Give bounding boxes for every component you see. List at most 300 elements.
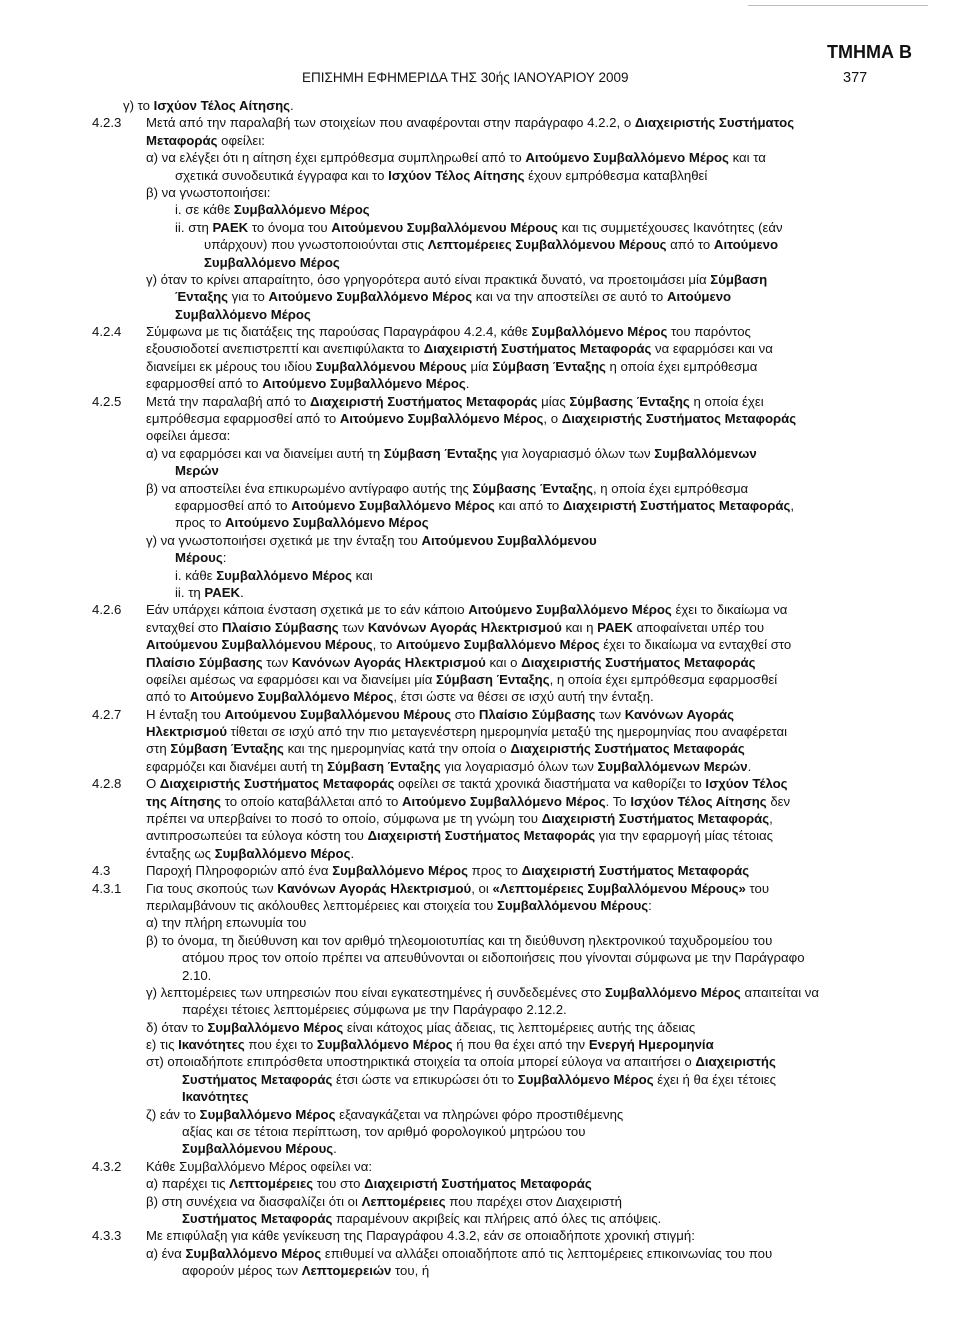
text-line [0, 654, 960, 671]
document-body [0, 97, 960, 1280]
page-number: 377 [843, 70, 868, 86]
defined-term: Κανόνων Αγοράς Ηλεκτρισμού [367, 619, 562, 635]
line-text [175, 167, 707, 184]
text-run: πρέπει να υπερβαίνει το ποσό το οποίο, σύμφωνα με τη γνώμη του [146, 811, 542, 827]
text-run: εξαναγκάζεται να πληρώνει φόρο προστιθέμενης [335, 1106, 624, 1122]
defined-term: Διαχειριστή Συστήματος Μεταφοράς [364, 1176, 592, 1192]
defined-term: Σύμβαση [710, 271, 768, 287]
defined-term: Διαχειριστής Συστήματος Μεταφοράς [159, 776, 395, 792]
text-run: και ο [485, 654, 522, 670]
text-run: α) ένα [146, 1245, 186, 1261]
text-run: εφαρμόζει και διανέμει αυτή τη [146, 758, 328, 774]
text-run: παρέχει τέτοιες λεπτομέρειες σύμφωνα με την Παράγραφο 2.12.2. [182, 1002, 567, 1018]
defined-term: Συστήματος Μεταφοράς [182, 1071, 333, 1087]
section-label: ΤΜΗΜΑ Β [827, 42, 912, 62]
line-text [146, 114, 794, 131]
text-run: Κάθε Συμβαλλόμενο Μέρος οφείλει να: [146, 1158, 373, 1174]
defined-term: Διαχειριστή Συστήματος Μεταφοράς [541, 811, 770, 827]
line-text [146, 358, 757, 375]
text-run: ενταχθεί στο [146, 619, 223, 635]
text-run: i. κάθε [175, 567, 217, 583]
text-line [0, 480, 960, 497]
text-run: ζ) εάν το [146, 1106, 200, 1122]
line-text [146, 1036, 714, 1053]
text-run: και η [561, 619, 598, 635]
text-line [0, 567, 960, 584]
defined-term: Αιτούμενου Συμβαλλόμενου Μέρους [331, 219, 558, 235]
text-line [0, 775, 960, 792]
text-line [0, 932, 960, 949]
text-line [0, 584, 960, 601]
text-line [0, 827, 960, 844]
line-text [182, 1088, 249, 1105]
line-text [175, 514, 429, 531]
defined-term: Αιτούμενο Συμβαλλόμενο Μέρος [402, 793, 606, 809]
defined-term: Κανόνων Αγοράς Ηλεκτρισμού [277, 880, 472, 896]
text-run: οφείλει άμεσα: [146, 428, 231, 444]
defined-term: Πλαίσιο Σύμβασης [478, 706, 596, 722]
defined-term: Σύμβαση Ένταξης [327, 758, 441, 774]
line-text [146, 932, 772, 949]
text-run: , [769, 811, 773, 827]
defined-term: ΡΑΕΚ [212, 219, 249, 235]
text-run: ή που θα έχει από την [452, 1037, 589, 1053]
text-run: γ) να γνωστοποιήσει σχετικά με την ένταξη του [146, 532, 422, 548]
line-text [175, 288, 731, 305]
line-text [146, 1019, 695, 1036]
text-run: εξουσιοδοτεί ανεπιστρεπτί και ανεπιφύλακτα το [146, 341, 424, 357]
text-line [0, 114, 960, 131]
text-run: και [351, 567, 373, 583]
text-run: Η ένταξη του [146, 706, 225, 722]
line-text [146, 323, 751, 340]
line-text [146, 671, 777, 688]
text-run: οφείλει σε τακτά χρονικά διαστήματα να καθορίζει το [394, 776, 706, 792]
text-run: , ο [543, 411, 562, 427]
defined-term: Αιτούμενου Συμβαλλόμενου [421, 532, 597, 548]
line-text [146, 410, 796, 427]
defined-term: Ισχύον Τέλος Αίτησης [153, 98, 291, 113]
text-run: 2.10. [182, 967, 212, 983]
text-run: και να την αποστείλει σε αυτό το [472, 289, 667, 305]
line-text [146, 654, 755, 671]
line-text [175, 549, 226, 566]
text-run: Ο [146, 776, 160, 792]
text-run: Σύμφωνα με τις διατάξεις της παρούσας Παραγράφου 4.2.4, κάθε [146, 324, 532, 340]
text-run: οφείλει αμέσως να εφαρμόσει και να διανείμει μία [146, 671, 437, 687]
text-line [0, 132, 960, 149]
defined-term: Σύμβαση Ένταξης [436, 671, 550, 687]
text-line [0, 375, 960, 392]
text-line [0, 967, 960, 984]
defined-term: Συμβαλλόμενο Μέρος [199, 1106, 336, 1122]
text-line [0, 810, 960, 827]
line-text [182, 1071, 776, 1088]
line-text [146, 149, 766, 166]
clause-number: 4.2.4 [92, 324, 122, 340]
line-text [146, 984, 819, 1001]
defined-term: Μέρους [175, 550, 223, 566]
text-run: το οποίο καταβάλλεται από το [221, 793, 403, 809]
defined-term: Συμβαλλόμενου Μέρους [315, 358, 467, 374]
text-line [0, 1053, 960, 1070]
text-run: που έχει το [244, 1037, 317, 1053]
line-text [146, 810, 773, 827]
text-run: οφείλει: [217, 132, 265, 148]
text-run: αφορούν μέρος των [182, 1263, 302, 1279]
defined-term: Κανόνων Αγοράς Ηλεκτρισμού [291, 654, 486, 670]
text-run: από το [666, 237, 714, 253]
text-run: α) την πλήρη επωνυμία του [146, 915, 307, 931]
text-line [0, 706, 960, 723]
text-line [0, 1193, 960, 1210]
scan-edge-line [748, 5, 928, 6]
clause-number: 4.2.6 [92, 602, 122, 618]
defined-term: Συμβαλλόμενο Μέρος [214, 845, 351, 861]
line-text [146, 636, 791, 653]
text-line [0, 340, 960, 357]
defined-term: Πλαίσιο Σύμβασης [222, 619, 339, 635]
defined-term: Διαχειριστή Συστήματος Μεταφοράς [309, 393, 538, 409]
text-line [0, 514, 960, 531]
text-line [0, 97, 960, 114]
text-run: είναι κάτοχος μίας άδειας, τις λεπτομέρειες αυτής της άδειας [343, 1019, 696, 1035]
gazette-header-title: ΕΠΙΣΗΜΗ ΕΦΗΜΕΡΙΔΑ ΤΗΣ 30ής ΙΑΝΟΥΑΡΙΟΥ 2009 [302, 70, 629, 85]
line-text [175, 201, 370, 218]
text-run: . [465, 376, 470, 392]
defined-term: Συμβαλλόμενο Μέρος [207, 1019, 344, 1035]
defined-term: Αιτούμενου Συμβαλλόμενου Μέρους [224, 706, 452, 722]
defined-term: Αιτούμενο Συμβαλλόμενο Μέρος [224, 515, 429, 531]
text-line [0, 1245, 960, 1262]
defined-term: Συμβαλλόμενο Μέρος [605, 984, 741, 1000]
text-run: ατόμου προς τον οποίο πρέπει να απευθύνονται οι ειδοποιήσεις που γίνονται σύμφωνα με την Παράγραφο [182, 950, 805, 966]
line-text [146, 184, 270, 201]
text-run: και τα [728, 150, 766, 166]
line-text [146, 271, 767, 288]
line-text [204, 254, 340, 271]
text-run: . Το [605, 793, 631, 809]
line-text [182, 1262, 429, 1279]
text-line [0, 723, 960, 740]
text-run: του [745, 880, 770, 896]
text-run: δ) όταν το [146, 1019, 208, 1035]
line-text [146, 1053, 776, 1070]
text-run: . [350, 845, 355, 861]
defined-term: Συμβαλλόμενων [654, 445, 757, 461]
text-run: , η οποία έχει εμπρόθεσμα [592, 480, 749, 496]
text-run: Με επιφύλαξη για κάθε γενίκευση της Παραγράφου 4.3.2, εάν σε οποιαδήποτε χρονική στιγμή: [146, 1228, 695, 1244]
text-run: των [338, 619, 368, 635]
text-run: του, ή [391, 1263, 430, 1279]
text-run: : [222, 550, 227, 566]
line-text [146, 1175, 592, 1192]
defined-term: Συστήματος Μεταφοράς [182, 1211, 333, 1226]
text-run: των [262, 654, 292, 670]
clause-number: 4.3.1 [92, 880, 122, 896]
text-run: i. σε κάθε [175, 202, 234, 218]
text-run: διανείμει εκ μέρους του ιδίου [146, 358, 316, 374]
line-text [146, 1158, 372, 1175]
line-text [146, 914, 306, 931]
line-text [146, 827, 773, 844]
defined-term: Συμβαλλόμενο Μέρος [175, 306, 311, 322]
text-line [0, 949, 960, 966]
text-run: . [333, 1141, 337, 1157]
defined-term: Μερών [175, 463, 219, 479]
text-line [0, 862, 960, 879]
text-run: έχει ή θα έχει τέτοιες [653, 1071, 776, 1087]
defined-term: Συμβαλλόμενο Μέρος [316, 1037, 453, 1053]
text-run: για το [228, 289, 269, 305]
clause-number: 4.3.2 [92, 1158, 122, 1174]
text-line [0, 1262, 960, 1279]
line-text [175, 462, 219, 479]
defined-term: Αιτούμενο Συμβαλλόμενο Μέρος [262, 376, 466, 392]
text-run: . [240, 584, 244, 600]
text-run: εμπρόθεσμα εφαρμοσθεί από το [146, 411, 340, 427]
line-text [182, 1140, 337, 1157]
defined-term: ΡΑΕΚ [597, 619, 633, 635]
text-line [0, 1036, 960, 1053]
line-text [146, 340, 773, 357]
defined-term: Διαχειριστή Συστήματος Μεταφοράς [521, 863, 750, 879]
text-line [0, 1158, 960, 1175]
text-run: , οι [471, 880, 493, 896]
line-text [182, 967, 211, 984]
line-text [175, 219, 783, 236]
text-line [0, 393, 960, 410]
text-run: ii. στη [175, 219, 213, 235]
defined-term: Ισχύον Τέλος [705, 776, 788, 792]
text-run: για την εφαρμογή μίας τέτοιας [595, 828, 773, 844]
defined-term: Συμβαλλόμενο Μέρος [216, 567, 352, 583]
text-run: Για τους σκοπούς των [146, 880, 278, 896]
text-line [0, 1071, 960, 1088]
text-run: του παρόντος [667, 324, 751, 340]
defined-term: Λεπτομερειών [301, 1263, 392, 1279]
line-text [146, 1193, 622, 1210]
text-line [0, 410, 960, 427]
text-run: α) να ελέγξει ότι η αίτηση έχει εμπρόθεσμα συμπληρωθεί από το [146, 150, 526, 166]
text-run: ε) τις [146, 1037, 179, 1053]
text-line [0, 1106, 960, 1123]
text-run: εφαρμοσθεί από το [146, 376, 263, 392]
text-line [0, 236, 960, 253]
text-run: στο [451, 706, 479, 722]
text-run: των [595, 706, 625, 722]
text-line [0, 1123, 960, 1140]
defined-term: Συμβαλλόμενο Μέρος [204, 254, 340, 270]
text-run: β) το όνομα, τη διεύθυνση και τον αριθμό τηλεομοιοτυπίας και τη διεύθυνση ηλεκτρονικού ταχυδρομείου του [146, 932, 773, 948]
text-line [0, 427, 960, 444]
text-line [0, 671, 960, 688]
line-text [146, 445, 757, 462]
text-run: . [747, 758, 752, 774]
text-line [0, 1088, 960, 1105]
text-line [0, 914, 960, 931]
clause-number: 4.2.7 [92, 706, 122, 722]
line-text [146, 775, 788, 792]
text-run: περιλαμβάνουν τις ακόλουθες λεπτομέρειες και στοιχεία του [146, 897, 498, 913]
text-line [0, 358, 960, 375]
defined-term: ΡΑΕΚ [204, 584, 241, 600]
line-text [146, 845, 354, 862]
defined-term: Αιτούμενο Συμβαλλόμενο Μέρος [189, 689, 394, 705]
line-text [146, 880, 769, 897]
line-text [182, 1001, 567, 1018]
text-line [0, 1227, 960, 1244]
defined-term: «Λεπτομέρειες Συμβαλλόμενου Μέρους» [492, 880, 746, 896]
text-line [0, 462, 960, 479]
line-text [175, 497, 794, 514]
text-line [0, 219, 960, 236]
text-line [0, 688, 960, 705]
line-text [146, 1227, 695, 1244]
defined-term: Ικανότητες [178, 1037, 245, 1053]
text-run: μίας [537, 393, 570, 409]
defined-term: Λεπτομέρειες [229, 1176, 314, 1192]
text-run: παραμένουν ακριβείς και πλήρεις από όλες τις απόψεις. [332, 1211, 662, 1226]
text-run: για λογαριασμό όλων των [440, 758, 598, 774]
line-text [146, 897, 652, 914]
defined-term: Διαχειριστής Συστήματος Μεταφοράς [510, 741, 745, 757]
clause-number: 4.2.5 [92, 393, 122, 409]
line-text [146, 758, 751, 775]
text-run: και τις συμμετέχουσες Ικανότητες (εάν [557, 219, 783, 235]
text-run: τίθεται σε ισχύ από την πιο μεταγενέστερη ημερομηνία μεταξύ της ημερομηνίας που αναφέρεται [227, 724, 788, 740]
line-text [146, 619, 764, 636]
defined-term: Ικανότητες [182, 1089, 249, 1105]
defined-term: Διαχειριστής Συστήματος Μεταφοράς [561, 411, 797, 427]
text-line [0, 619, 960, 636]
text-run: μία [466, 358, 493, 374]
text-run: για λογαριασμό όλων των [497, 445, 655, 461]
text-line [0, 271, 960, 288]
text-run: δεν [766, 793, 791, 809]
defined-term: Ισχύον Τέλος Αίτησης [388, 167, 525, 183]
defined-term: Συμβαλλόμενο Μέρος [517, 1071, 654, 1087]
text-run: και από το [494, 497, 563, 513]
line-text [204, 236, 778, 253]
text-line [0, 880, 960, 897]
defined-term: Διαχειριστή Συστήματος Μεταφοράς [423, 341, 652, 357]
text-run: , η οποία έχει εμπρόθεσμα εφαρμοσθεί [549, 671, 778, 687]
line-text [146, 393, 764, 410]
text-run: β) να γνωστοποιήσει: [146, 184, 271, 200]
text-line [0, 323, 960, 340]
defined-term: Αιτούμενο Συμβαλλόμενο Μέρος [525, 150, 729, 166]
text-line [0, 793, 960, 810]
text-run: , [790, 497, 795, 513]
text-line [0, 184, 960, 201]
defined-term: Μεταφοράς [146, 132, 218, 148]
text-line [0, 1210, 960, 1227]
defined-term: Πλαίσιο Σύμβασης [146, 654, 263, 670]
clause-number: 4.3.3 [92, 1228, 122, 1244]
defined-term: Συμβαλλόμενο Μέρος [531, 324, 668, 340]
defined-term: Αιτούμενο Συμβαλλόμενο Μέρος [291, 497, 495, 513]
line-text [146, 706, 734, 723]
text-run: σχετικά συνοδευτικά έγγραφα και το [175, 167, 389, 183]
text-run: έχει το δικαίωμα να ενταχθεί στο [599, 637, 792, 653]
text-run: έχει το δικαίωμα να [671, 602, 788, 618]
defined-term: Σύμβασης Ένταξης [472, 480, 593, 496]
text-line [0, 254, 960, 271]
text-run: α) παρέχει τις [146, 1176, 230, 1192]
defined-term: Συμβαλλόμενου Μέρους [182, 1141, 334, 1157]
line-text [146, 1106, 623, 1123]
text-line [0, 758, 960, 775]
text-run: : [648, 897, 652, 913]
defined-term: Διαχειριστή Συστήματος Μεταφοράς [367, 828, 596, 844]
text-run: να εφαρμόσει και να [651, 341, 773, 357]
text-line [0, 201, 960, 218]
text-run: στη [146, 741, 171, 757]
text-run: γ) όταν το κρίνει απαραίτητο, όσο γρηγορότερα αυτό είναι πρακτικά δυνατό, να προετοιμάσει μία [146, 271, 711, 287]
line-text [146, 1245, 772, 1262]
text-run: που παρέχει στον Διαχειριστή [445, 1193, 622, 1209]
line-text [175, 567, 373, 584]
line-text [146, 723, 787, 740]
text-run: επιθυμεί να αλλάξει οποιαδήποτε από τις λεπτομέρειες επικοινωνίας του που [321, 1245, 773, 1261]
defined-term: Σύμβαση Ένταξης [492, 358, 606, 374]
line-text [146, 427, 230, 444]
clause-number: 4.2.8 [92, 776, 122, 792]
line-text [146, 740, 745, 757]
text-run: αποφαίνεται υπέρ του [632, 619, 765, 635]
line-text [146, 375, 469, 392]
text-run: β) να αποστείλει ένα επικυρωμένο αντίγραφο αυτής της [146, 480, 473, 496]
line-text [146, 601, 787, 618]
defined-term: Αιτούμενο Συμβαλλόμενο Μέρος [339, 411, 544, 427]
text-run: γ) το [123, 98, 154, 113]
defined-term: Διαχειριστής Συστήματος [634, 115, 795, 131]
defined-term: Συμβαλλόμενων Μερών [597, 758, 748, 774]
text-line [0, 288, 960, 305]
text-line [0, 167, 960, 184]
text-run: , το [372, 637, 396, 653]
text-run: αντιπροσωπεύει τα εύλογα κόστη του [146, 828, 368, 844]
text-line [0, 601, 960, 618]
text-line [0, 1175, 960, 1192]
defined-term: Ηλεκτρισμού [146, 724, 227, 740]
text-run: από το [146, 689, 190, 705]
defined-term: Ενεργή Ημερομηνία [588, 1037, 714, 1053]
text-line [0, 1001, 960, 1018]
text-run: έτσι ώστε να επικυρώσει ότι το [332, 1071, 518, 1087]
defined-term: Συμβαλλόμενου Μέρους [497, 897, 649, 913]
defined-term: Αιτούμενο Συμβαλλόμενο Μέρος [395, 637, 600, 653]
line-text [175, 584, 244, 601]
text-run: έχουν εμπρόθεσμα καταβληθεί [524, 167, 708, 183]
defined-term: Αιτούμενο Συμβαλλόμενο Μέρος [268, 289, 473, 305]
text-line [0, 445, 960, 462]
defined-term: Κανόνων Αγοράς [624, 706, 735, 722]
line-text [146, 688, 654, 705]
defined-term: Συμβαλλόμενο Μέρος [185, 1245, 322, 1261]
text-run: ii. τη [175, 584, 205, 600]
text-run: Παροχή Πληροφοριών από ένα [146, 863, 333, 879]
defined-term: Λεπτομέρειες Συμβαλλόμενου Μέρους [427, 237, 667, 253]
defined-term: Αιτούμενο Συμβαλλόμενο Μέρος [468, 602, 672, 618]
line-text [182, 1210, 661, 1227]
text-run: η οποία έχει εμπρόθεσμα [605, 358, 758, 374]
text-line [0, 984, 960, 1001]
defined-term: Συμβαλλόμενο Μέρος [332, 863, 468, 879]
text-run: γ) λεπτομέρειες των υπηρεσιών που είναι εγκατεστημένες ή συνδεδεμένες στο [146, 984, 606, 1000]
defined-term: Σύμβασης Ένταξης [569, 393, 690, 409]
